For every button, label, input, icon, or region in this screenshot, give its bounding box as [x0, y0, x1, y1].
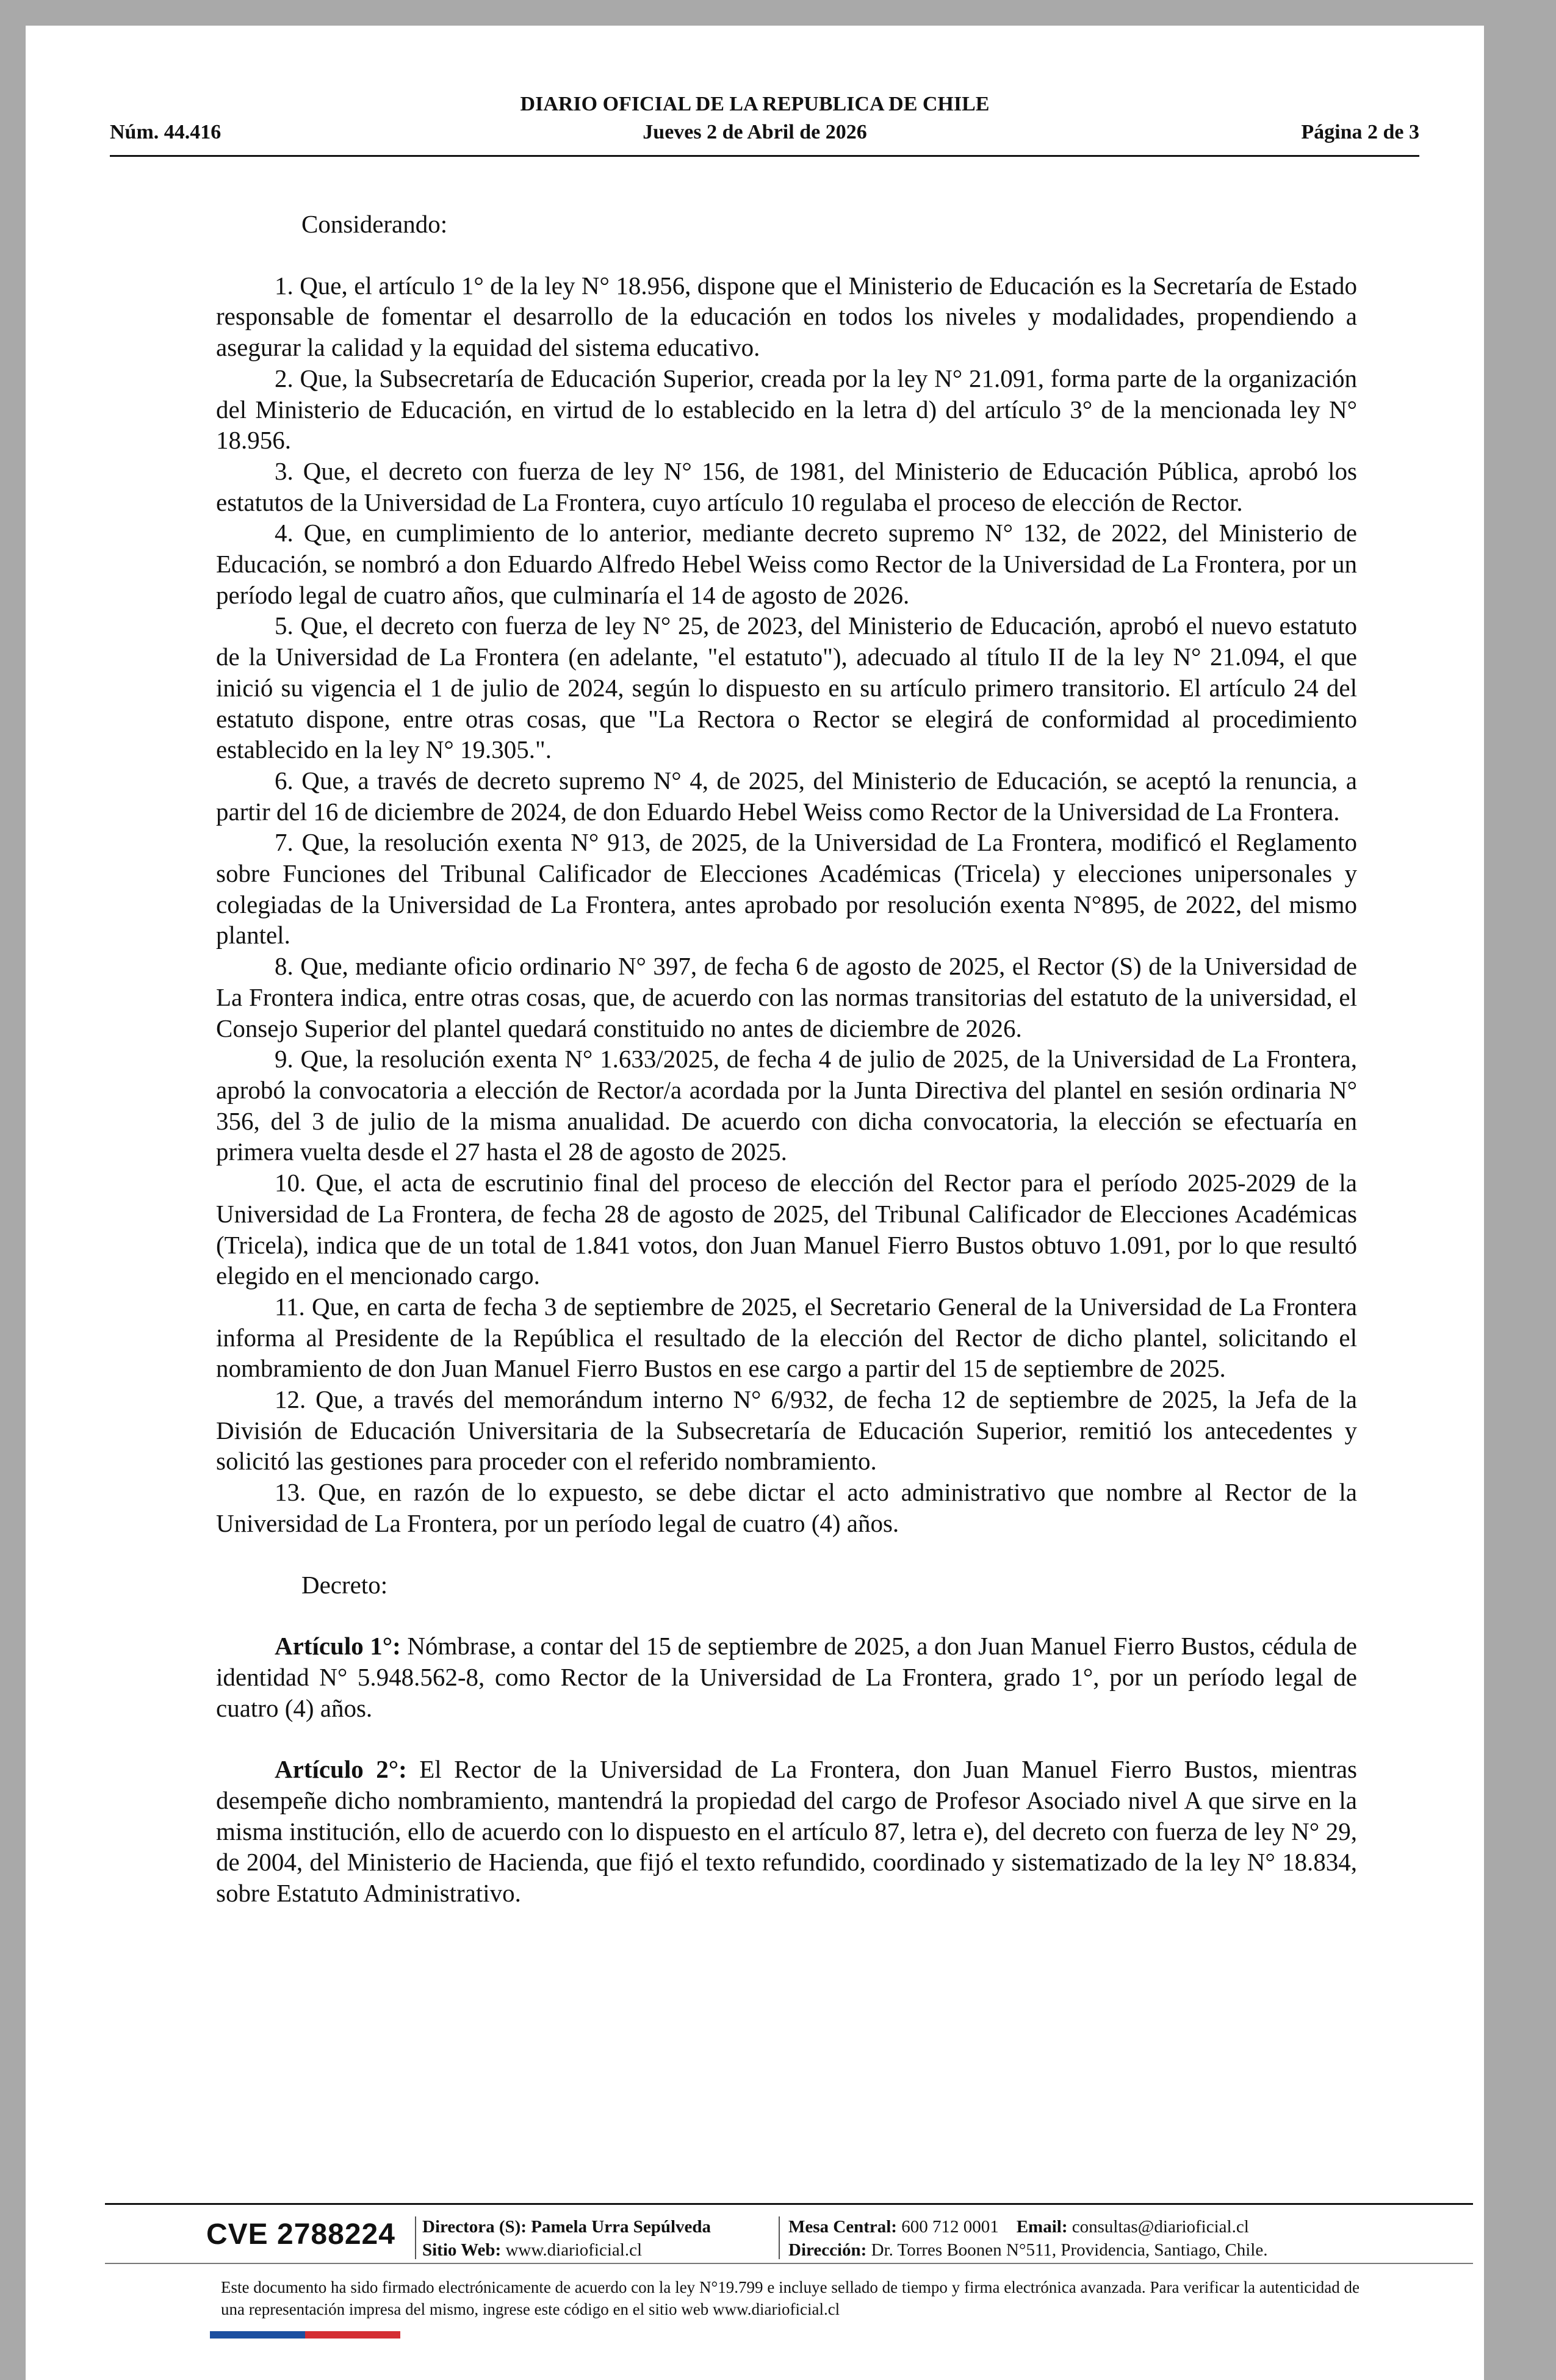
email-link[interactable]: consultas@diarioficial.cl	[1072, 2217, 1249, 2237]
article-2-label: Artículo 2°:	[275, 1755, 407, 1784]
considerando-heading: Considerando:	[301, 210, 448, 238]
considerando-item: 12. Que, a través del memorándum interno N° 6/932, de fecha 12 de septiembre de 2025, la Jefa de la División de Educación Universitaria de la Subsecretaría de Educación Superior, remitió los antecedentes y solicitó las gestiones para proceder con el referido nombramiento.	[216, 1385, 1357, 1476]
directora-label: Directora (S):	[422, 2217, 527, 2237]
issue-date: Jueves 2 de Abril de 2026	[643, 121, 867, 143]
spacer	[216, 1539, 1357, 1570]
article-1-text: Nómbrase, a contar del 15 de septiembre de 2025, a don Juan Manuel Fierro Bustos, cédula de identidad N° 5.948.562-8, como Rector de la Universidad de La Frontera, grado 1°, por un período legal de cuatro (4) años.	[216, 1632, 1357, 1722]
gazette-title: DIARIO OFICIAL DE LA REPUBLICA DE CHILE	[520, 93, 990, 115]
footer-divider-thin	[105, 2263, 1473, 2264]
header-divider	[110, 155, 1419, 157]
issue-number: Núm. 44.416	[110, 121, 222, 143]
considerando-item: 9. Que, la resolución exenta N° 1.633/2025, de fecha 4 de julio de 2025, de la Universidad de La Frontera, aprobó la convocatoria a elección de Rector/a acordada por la Junta Directiva del plantel en sesión ordinaria N° 356, del 3 de julio de la misma anualidad. De acuerdo con dicha convocatoria, la elección se efectuaría en primera vuelta desde el 27 hasta el 28 de agosto de 2025.	[216, 1045, 1357, 1166]
article-2-text: El Rector de la Universidad de La Frontera, don Juan Manuel Fierro Bustos, mientras desempeñe dicho nombramiento, mantendrá la propiedad del cargo de Profesor Asociado nivel A que sirve en la misma institución, ello de acuerdo con lo dispuesto en el artículo 87, letra e), del decreto con fuerza de ley N° 29, de 2004, del Ministerio de Hacienda, que fijó el texto refundido, coordinado y sistematizado de la ley N° 18.834, sobre Estatuto Administrativo.	[216, 1755, 1357, 1908]
mesa-phone: 600 712 0001	[901, 2217, 999, 2237]
considerando-item: 5. Que, el decreto con fuerza de ley N° 25, de 2023, del Ministerio de Educación, aprobó el nuevo estatuto de la Universidad de La Frontera (en adelante, "el estatuto"), adecuado al título II de la ley N° 21.094, el que inició su vigencia el 1 de julio de 2024, según lo dispuesto en su artículo primero transitorio. El artículo 24 del estatuto dispone, entre otras cosas, que "La Rectora o Rector se elegirá de conformidad al procedimiento establecido en la ley N° 19.305.".	[216, 611, 1357, 764]
direccion-value: Dr. Torres Boonen N°511, Providencia, Santiago, Chile.	[871, 2240, 1268, 2260]
flag-stripe-red	[305, 2331, 400, 2339]
footer-contact-left	[422, 2215, 711, 2262]
considerando-item: 8. Que, mediante oficio ordinario N° 397, de fecha 6 de agosto de 2025, el Rector (S) de la Universidad de La Frontera indica, entre otras cosas, que, de acuerdo con las normas transitorias del estatuto de la universidad, el Consejo Superior del plantel quedará constituido no antes de diciembre de 2026.	[216, 952, 1357, 1042]
directora-name: Pamela Urra Sepúlveda	[531, 2217, 711, 2237]
considerando-item: 10. Que, el acta de escrutinio final del proceso de elección del Rector para el período 2025-2029 de la Universidad de La Frontera, de fecha 28 de agosto de 2025, del Tribunal Calificador de Elecciones Académicas (Tricela), indica que de un total de 1.841 votos, don Juan Manuel Fierro Bustos obtuvo 1.091, por lo que resultó elegido en el mencionado cargo.	[216, 1169, 1357, 1290]
web-label: Sitio Web:	[422, 2240, 502, 2260]
email-label: Email:	[1016, 2217, 1068, 2237]
considerando-item: 3. Que, el decreto con fuerza de ley N° 156, de 1981, del Ministerio de Educación Pública, aprobó los estatutos de la Universidad de La Frontera, cuyo artículo 10 regulaba el proceso de elección de Rector.	[216, 456, 1357, 516]
article-1-label: Artículo 1°:	[275, 1632, 401, 1661]
article-1	[216, 1631, 1357, 1723]
footer-contact-right	[788, 2215, 1267, 2262]
mesa-label: Mesa Central:	[788, 2217, 897, 2237]
considerando-item: 1. Que, el artículo 1° de la ley N° 18.956, dispone que el Ministerio de Educación es la Secretaría de Estado responsable de fomentar el desarrollo de la educación en todos los niveles y modalidades, propendiendo a asegurar la calidad y la equidad del sistema educativo.	[216, 271, 1357, 362]
document-page	[26, 26, 1484, 2380]
direccion-label: Dirección:	[788, 2240, 867, 2260]
cve-code: CVE 2788224	[206, 2218, 395, 2251]
considerando-item: 13. Que, en razón de lo expuesto, se debe dictar el acto administrativo que nombre al Rector de la Universidad de La Frontera, por un período legal de cuatro (4) años.	[216, 1478, 1357, 1537]
considerando-item: 7. Que, la resolución exenta N° 913, de 2025, de la Universidad de La Frontera, modificó el Reglamento sobre Funciones del Tribunal Calificador de Elecciones Académicas (Tricela) y elecciones unipersonales y colegiadas de la Universidad de La Frontera, antes aprobado por resolución exenta N°895, de 2022, del mismo plantel.	[216, 828, 1357, 950]
footer-divider	[105, 2203, 1473, 2205]
article-2	[216, 1754, 1357, 1909]
footer-separator	[779, 2216, 780, 2259]
decreto-heading: Decreto:	[301, 1570, 388, 1599]
web-link[interactable]: www.diarioficial.cl	[505, 2240, 643, 2260]
signature-notice: Este documento ha sido firmado electrónicamente de acuerdo con la ley N°19.799 e incluye sellado de tiempo y firma electrónica avanzada. Para verificar la autenticidad de una representación impresa del mismo, ingrese este código en el sitio web www.diarioficial.cl	[221, 2278, 1360, 2318]
considerando-item: 4. Que, en cumplimiento de lo anterior, mediante decreto supremo N° 132, de 2022, del Ministerio de Educación, se nombró a don Eduardo Alfredo Hebel Weiss como Rector de la Universidad de La Frontera, por un período legal de cuatro años, que culminaría el 14 de agosto de 2026.	[216, 519, 1357, 609]
considerando-item: 2. Que, la Subsecretaría de Educación Superior, creada por la ley N° 21.091, forma parte de la organización del Ministerio de Educación, en virtud de lo establecido en la letra d) del artículo 3° de la mencionada ley N° 18.956.	[216, 364, 1357, 455]
document-body	[216, 209, 1357, 1939]
considerando-item: 11. Que, en carta de fecha 3 de septiembre de 2025, el Secretario General de la Universidad de La Frontera informa al Presidente de la República el resultado de la elección del Rector de dicho plantel, solicitando el nombramiento de don Juan Manuel Fierro Bustos en ese cargo a partir del 15 de septiembre de 2025.	[216, 1292, 1357, 1383]
page-indicator: Página 2 de 3	[1301, 121, 1419, 143]
considerando-item: 6. Que, a través de decreto supremo N° 4, de 2025, del Ministerio de Educación, se aceptó la renuncia, a partir del 16 de diciembre de 2024, de don Eduardo Hebel Weiss como Rector de la Universidad de La Frontera.	[216, 766, 1357, 826]
flag-stripe-blue	[210, 2331, 305, 2339]
footer-separator	[415, 2216, 416, 2259]
